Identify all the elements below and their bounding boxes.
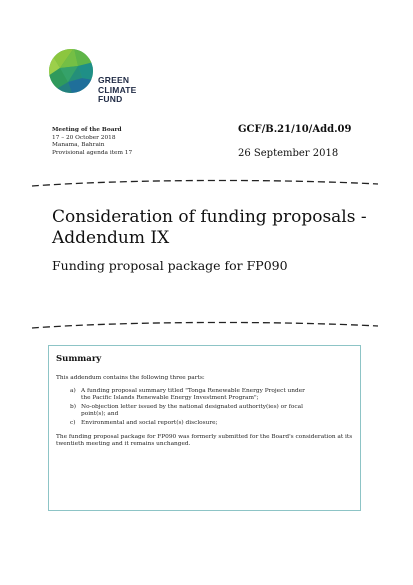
- divider-top: [30, 178, 380, 190]
- list-text: No-objection letter issued by the national designated authority(ies) or focal point(s); and: [81, 403, 303, 418]
- list-text: Environmental and social report(s) disclosure;: [81, 419, 218, 426]
- list-item: [56, 388, 353, 403]
- document-symbol: GCF/B.21/10/Add.09: [238, 124, 352, 135]
- divider-bottom: [30, 320, 380, 332]
- list-marker: a): [70, 387, 76, 394]
- gcf-logo: [48, 48, 168, 110]
- meeting-info: [52, 127, 132, 157]
- summary-list: [56, 388, 353, 428]
- list-marker: b): [70, 403, 76, 410]
- logo-line: CLIMATE: [98, 84, 137, 95]
- document-date: 26 September 2018: [238, 148, 339, 159]
- agenda-item: Provisional agenda item 17: [52, 149, 133, 156]
- summary-intro: This addendum contains the following three parts:: [56, 375, 205, 381]
- logo-line: GREEN: [98, 75, 130, 85]
- logo-wordmark: [98, 76, 137, 105]
- list-text: A funding proposal summary titled "Tonga Renewable Energy Project under the Pacific Islands Renewable Energy Investment Program";: [81, 387, 305, 402]
- meeting-location: Manama, Bahrain: [52, 142, 105, 149]
- list-marker: c): [70, 419, 76, 426]
- list-item: [56, 420, 353, 428]
- summary-heading: Summary: [56, 354, 102, 364]
- globe-icon: [48, 48, 94, 94]
- page-subtitle: Funding proposal package for FP090: [52, 258, 288, 273]
- list-item: [56, 404, 353, 419]
- summary-box: [48, 345, 361, 511]
- summary-closing: The funding proposal package for FP090 was formerly submitted for the Board's consideration at its twentieth meeting and it remains unchanged.: [56, 433, 353, 448]
- meeting-heading: Meeting of the Board: [52, 127, 122, 133]
- logo-line: FUND: [98, 94, 123, 104]
- meeting-dates: 17 – 20 October 2018: [52, 134, 116, 141]
- page-title: Consideration of funding proposals - Addendum IX: [52, 207, 367, 248]
